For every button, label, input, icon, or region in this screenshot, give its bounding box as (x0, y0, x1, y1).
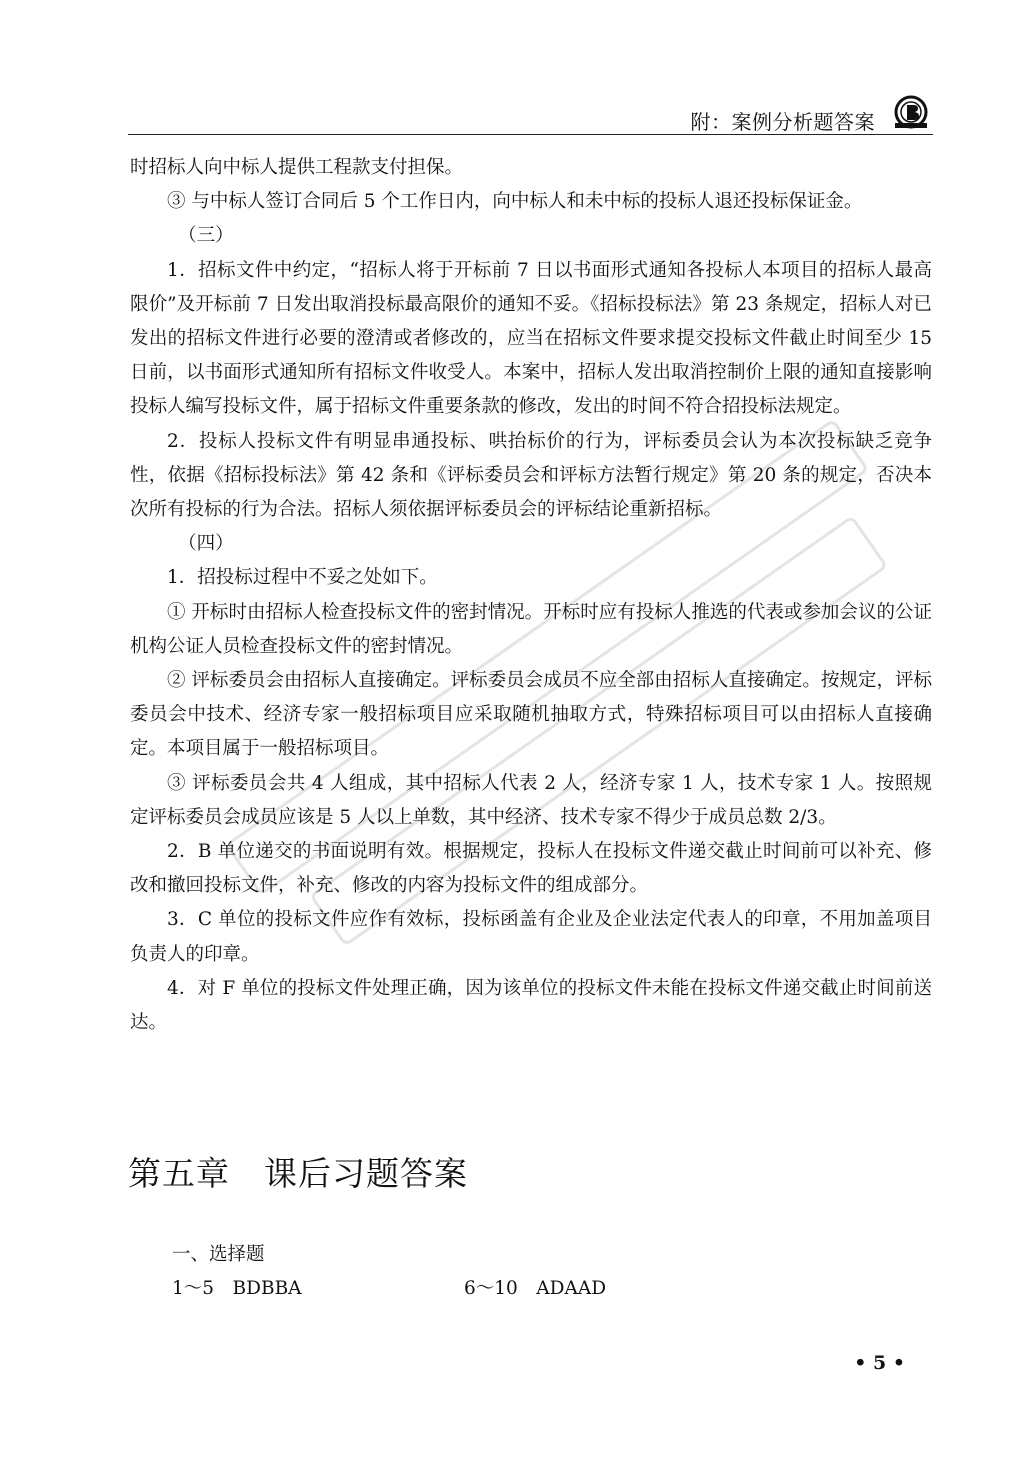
paragraph: 2．B 单位递交的书面说明有效。根据规定，投标人在投标文件递交截止时间前可以补充、修改和撤回投标文件，补充、修改的内容为投标文件的组成部分。 (130, 841, 932, 897)
page-header (128, 92, 933, 135)
paragraph: ③ 与中标人签订合同后 5 个工作日内，向中标人和未中标的投标人退还投标保证金。 (167, 191, 863, 213)
paragraph: （三） (178, 225, 234, 247)
paragraph: 2．投标人投标文件有明显串通投标、哄抬标价的行为，评标委员会认为本次投标缺乏竞争性，依据《招标投标法》第 42 条和《评标委员会和评标方法暂行规定》第 20 条的规定，否决本次所有投标的行为合法。招标人须依据评标委员会的评标结论重新招标。 (130, 430, 932, 521)
paragraph: 1．招投标过程中不妥之处如下。 (167, 567, 438, 589)
answer-body (130, 151, 932, 1040)
paragraph: 4．对 F 单位的投标文件处理正确，因为该单位的投标文件未能在投标文件递交截止时间前送达。 (130, 977, 932, 1034)
publisher-logo-icon (891, 94, 931, 130)
paragraph: ② 评标委员会由招标人直接确定。评标委员会成员不应全部由招标人直接确定。按规定，评标委员会中技术、经济专家一般招标项目应采取随机抽取方式，特殊招标项目可以由招标人直接确定。本项目属于一般招标项目。 (130, 670, 932, 760)
chapter-title: 第五章 课后习题答案 (128, 1154, 468, 1193)
paragraph: ③ 评标委员会共 4 人组成，其中招标人代表 2 人，经济专家 1 人，技术专家 1 人。按照规定评标委员会成员应该是 5 人以上单数，其中经济、技术专家不得少于成员总数 2/3。 (130, 772, 932, 828)
paragraph: （四） (178, 533, 234, 555)
section-label: 一、选择题 (172, 1244, 265, 1265)
header-title: 附：案例分析题答案 (690, 110, 875, 134)
answers-group-1-5: 1～5 BDBBA (172, 1278, 302, 1299)
paragraph: 3．C 单位的投标文件应作有效标，投标函盖有企业及企业法定代表人的印章，不用加盖项目负责人的印章。 (130, 909, 932, 965)
paragraph: ① 开标时由招标人检查投标文件的密封情况。开标时应有投标人推选的代表或参加会议的公证机构公证人员检查投标文件的密封情况。 (130, 601, 932, 657)
page-number: • 5 • (854, 1352, 905, 1374)
answers-group-6-10: 6～10 ADAAD (464, 1278, 607, 1299)
paragraph: 时招标人向中标人提供工程款支付担保。 (130, 157, 464, 178)
paragraph: 1．招标文件中约定，“招标人将于开标前 7 日以书面形式通知各投标人本项目的招标人最高限价”及开标前 7 日发出取消投标最高限价的通知不妥。《招标投标法》第 23 条规定，招标人对已发出的招标文件进行必要的澄清或者修改的，应当在招标文件要求提交投标文件截止时间至少 15 日前，以书面形式通知所有招标文件收受人。本案中，招标人发出取消控制价上限的通知直接影响投标人编写投标文件，属于招标文件重要条款的修改，发出的时间不符合招投标法规定。 (130, 259, 932, 418)
